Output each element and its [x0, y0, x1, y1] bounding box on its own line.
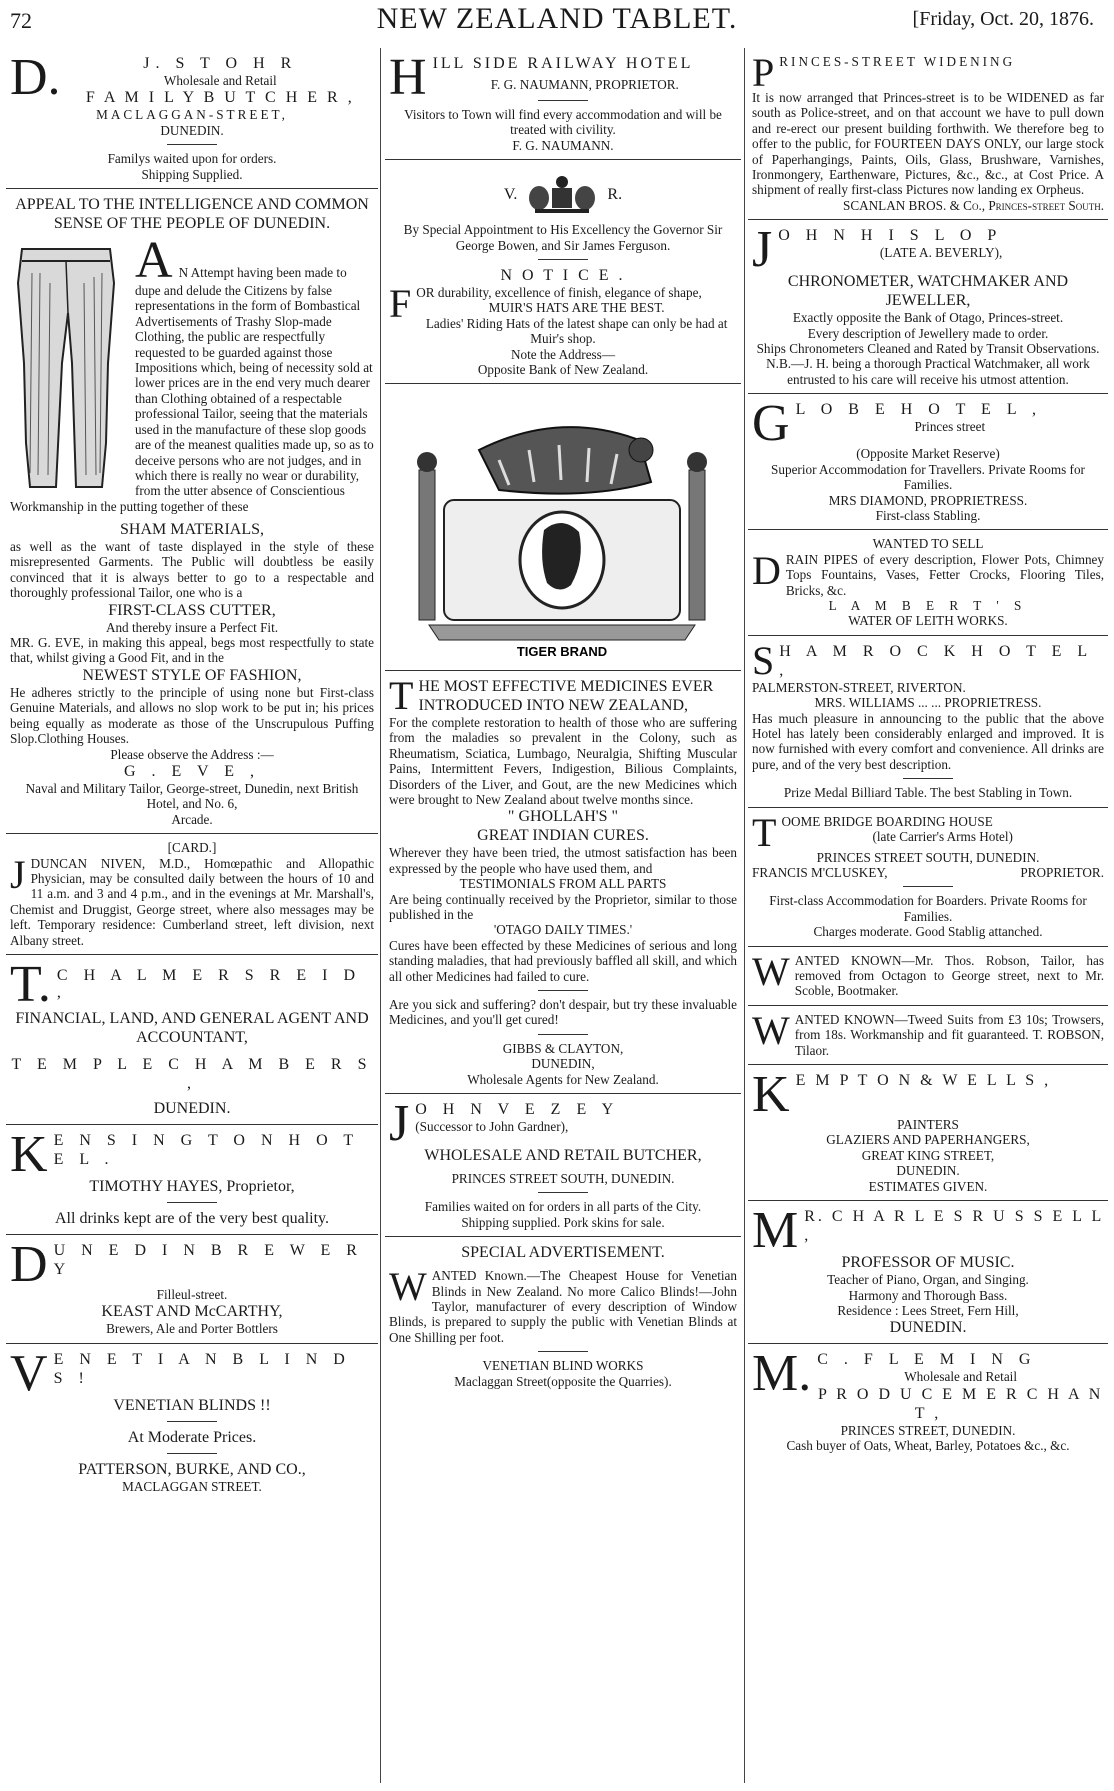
ad-line: All drinks kept are of the very best quality. [55, 1209, 329, 1227]
ad-hislop [748, 220, 1108, 394]
ad-name: ILL SIDE RAILWAY HOTEL [432, 55, 694, 72]
ad-body: Has much pleasure in announcing to the public that the above Hotel has lately been considerably enlarged and improved. It is now furnished with every comfort and convenience. All drinks are pure, and of the very best description. [752, 710, 1104, 772]
ad-line: And thereby insure a Perfect Fit. [105, 619, 279, 635]
ad-line: PRINCES STREET, DUNEDIN. [840, 1422, 1016, 1438]
page-number: 72 [10, 8, 32, 33]
ad-line: DUNEDIN. [153, 1099, 231, 1117]
ad-name: U N E D I N B R E W E R Y [53, 1241, 363, 1278]
ad-brewery [6, 1235, 378, 1344]
ad-tweed-suits [748, 1006, 1108, 1065]
drop-initial: G [752, 395, 790, 453]
ad-line: TIMOTHY HAYES, Proprietor, [89, 1177, 295, 1195]
ad-line: MACLAGGAN STREET. [122, 1478, 262, 1494]
ad-line: WHOLESALE AND RETAIL BUTCHER, [424, 1147, 702, 1164]
ad-line: [CARD.] [167, 840, 217, 856]
drop-initial: F [389, 281, 412, 327]
ad-line: TESTIMONIALS FROM ALL PARTS [459, 876, 667, 892]
ad-robson-removed [748, 947, 1108, 1006]
ad-body: Are being continually received by the Proprietor, similar to those published in the [389, 891, 737, 922]
ad-line: Opposite Bank of New Zealand. [477, 362, 649, 378]
ad-line: F. G. NAUMANN. [512, 137, 614, 153]
royal-arms-row [389, 174, 737, 214]
ad-line: V. [503, 185, 518, 203]
ad-body: MR. G. EVE, in making this appeal, begs most respectfully to state that, whilst giving a Good Fit, and in the [10, 635, 374, 666]
divider [538, 990, 588, 991]
ad-heading: APPEAL TO THE INTELLIGENCE AND COMMON SENSE OF THE PEOPLE OF DUNEDIN. [15, 196, 369, 233]
ad-line: F A M I L Y B U T C H E R , [85, 89, 355, 107]
drop-initial: T. [10, 955, 51, 1013]
divider [167, 1202, 217, 1203]
divider [903, 778, 953, 779]
ad-line: R. [607, 185, 623, 203]
tiger-brand-label: TIGER BRAND [516, 644, 608, 660]
ad-line: P R O D U C E M E R C H A N T , [817, 1385, 1104, 1422]
ad-line: PAINTERS [897, 1117, 959, 1133]
drop-initial: D. [10, 49, 61, 106]
ad-line: Superior Accommodation for Travellers. Private Rooms for Families. [771, 461, 1085, 493]
ad-line: Maclaggan Street(opposite the Quarries). [454, 1373, 672, 1389]
ad-line: MRS DIAMOND, PROPRIETRESS. [828, 492, 1028, 508]
divider [538, 100, 588, 101]
ad-heading: N O T I C E . [500, 267, 626, 285]
ad-name: O H N V E Z E Y [415, 1101, 620, 1118]
divider [538, 259, 588, 260]
ad-line: NEWEST STYLE OF FASHION, [82, 666, 302, 684]
ad-body: RAIN PIPES of every description, Flower Pots, Chimney Tops Fountains, Vases, Fetter Crocks, Flooring Tiles, Bricks, &c. [785, 551, 1104, 598]
ad-line: DUNEDIN, [531, 1056, 595, 1072]
ad-line: DUNEDIN. [160, 122, 224, 138]
ad-line: Brewers, Ale and Porter Bottlers [106, 1321, 278, 1337]
ad-heading: WANTED TO SELL [872, 536, 984, 552]
ad-line: Naval and Military Tailor, George-street, Dunedin, next British Hotel, and No. 6, [25, 780, 359, 812]
ad-stohr [6, 48, 378, 189]
drop-initial: T [389, 672, 414, 718]
ad-line: PRINCES STREET SOUTH, DUNEDIN. [816, 849, 1040, 865]
divider [538, 1351, 588, 1352]
ad-body: ANTED KNOWN—Mr. Thos. Robson, Tailor, has removed from Octagon to George street, next to Mr. Scoble, Bootmaker. [794, 952, 1104, 999]
ad-line: (late Carrier's Arms Hotel) [872, 829, 1013, 844]
ad-line: Prize Medal Billiard Table. The best Stabling in Town. [783, 785, 1073, 801]
drop-initial: M. [752, 1345, 812, 1403]
ad-line: GREAT KING STREET, [861, 1147, 995, 1163]
ad-line: Exactly opposite the Bank of Otago, Princes-street. [792, 310, 1064, 326]
ad-line: FIRST-CLASS CUTTER, [108, 601, 276, 619]
ad-body: By Special Appointment to His Excellency the Governor Sir George Bowen, and Sir James Ferguson. [403, 222, 723, 253]
drop-initial: J [10, 851, 26, 897]
ad-line: DUNEDIN. [896, 1163, 960, 1179]
ad-line: N.B.—J. H. being a thorough Practical Watchmaker, all work entrusted to his care will receive his utmost attention. [766, 356, 1090, 387]
trousers-illustration [10, 243, 125, 493]
ad-line: Harmony and Thorough Bass. [848, 1287, 1008, 1303]
royal-arms-icon [527, 174, 597, 214]
drop-initial: A [135, 232, 173, 290]
drop-initial: J [389, 1095, 410, 1152]
divider [167, 1421, 217, 1422]
divider [167, 144, 217, 145]
trousers-illustration-wrap [10, 232, 374, 514]
ad-line: GREAT INDIAN CURES. [477, 827, 649, 845]
ad-body: OR durability, excellence of finish, elegance of shape, [416, 285, 702, 301]
ad-line: " GHOLLAH'S " [507, 808, 619, 826]
ad-line: FRANCIS M'CLUSKEY, [752, 865, 888, 880]
drop-initial: V [10, 1344, 48, 1402]
ad-name: OOME BRIDGE BOARDING HOUSE [781, 813, 993, 829]
ad-line: Families waited on for orders in all parts of the City. [424, 1199, 702, 1215]
drop-initial: J [752, 221, 773, 279]
column-3 [748, 48, 1108, 1783]
divider [538, 1192, 588, 1193]
ad-line: Note the Address— [510, 346, 616, 362]
ad-reid [6, 955, 378, 1125]
drop-initial: W [389, 1264, 427, 1310]
ad-line: VENETIAN BLINDS !! [113, 1396, 271, 1414]
ad-medicines [385, 671, 741, 1094]
ad-body: DUNCAN NIVEN, M.D., Homœpathic and Allopathic Physician, may be consulted daily between the hours of 10 and 11 a.m. and 3 and 4 p.m., and in the evenings at Mr. Marshall's, Chemist and Druggist, George street, where also messages may be left. Temporary residence: Cumberland street, left division, next Albany street. [10, 855, 374, 948]
ad-line: PALMERSTON-STREET, RIVERTON. [752, 679, 966, 695]
drop-initial: H [389, 49, 427, 106]
column-2 [385, 48, 741, 1783]
ad-line: Charges moderate. Good Stablig attanched. [813, 924, 1043, 940]
ad-body: For the complete restoration to health of those who are suffering from the maladies so prevalent in the Colony, such as Rheumatism, Sciatica, Lumbago, Neuralgia, Shifting Muscular Pains, Intermittent Fevers, Indigestion, Bilious Complaints, Disorders of the Liver, and Gout, are the new Medicines which were brought to New Zealand about twelve months since. [389, 714, 737, 807]
ad-line: T E M P L E C H A M B E R S , [11, 1055, 373, 1092]
ad-name: E M P T O N & W E L L S , [795, 1072, 1052, 1090]
ad-toome-bridge [748, 808, 1108, 947]
ad-line: Ships Chronometers Cleaned and Rated by Transit Observations. [756, 341, 1100, 357]
ad-vezey [385, 1094, 741, 1237]
ad-line: Princes street [914, 419, 986, 435]
ad-line: MUIR'S HATS ARE THE BEST. [488, 300, 665, 316]
ad-line: (LATE A. BEVERLY), [879, 245, 1003, 261]
ad-line: VENETIAN BLIND WORKS [482, 1358, 644, 1374]
ad-body: Cures have been effected by these Medicines of serious and long standing maladies, that had previously baffled all skill, and which all other Medicines had failed to cure. [389, 937, 737, 984]
ad-drain-pipes [748, 530, 1108, 635]
ad-line: WATER OF LEITH WORKS. [848, 613, 1008, 629]
ad-body: N Attempt having been made to dupe and delude the Citizens by false representations in the form of Bombastical Advertisements of Trashy Slop-made Clothing, the public are respectfully requested to be guarded against those Impositions which, being of necessity sold at lower prices are in the end very much dearer than Clothing obtained of a respectable professional Tailor, seeing that the materials used in the manufacture of these slop goods are of the meanest qualities made up, so as to deceive persons who are not judges, and in which there is really no wear or durability, from the utter absence of Conscientious Workmanship in the putting together of these [10, 265, 374, 514]
drop-initial: K [752, 1066, 790, 1124]
divider [903, 886, 953, 887]
ad-line: 'OTAGO DAILY TIMES.' [493, 922, 633, 938]
ad-line: Ladies' Riding Hats of the latest shape can only be had at Muir's shop. [425, 315, 728, 347]
drop-initial: D [10, 1235, 48, 1293]
ad-body: Wherever they have been tried, the utmost satisfaction has been expressed by the people who have used them, and [389, 845, 737, 876]
ad-line: F. G. NAUMANN, PROPRIETOR. [490, 77, 679, 92]
ad-line: Cash buyer of Oats, Wheat, Barley, Potatoes &c., &c. [786, 1438, 1070, 1454]
ad-signature: SCANLAN BROS. & Co., Princes-street South. [842, 197, 1104, 213]
ad-body: ANTED Known.—The Cheapest House for Venetian Blinds in New Zealand. No more Calico Blinds!—John Taylor, manufacturer of every description of Window Blinds, is prepared to supply the public with Venetian Blinds at One Shilling per foot. [389, 1268, 737, 1345]
ad-name: E N E T I A N B L I N D S ! [53, 1350, 351, 1387]
ad-line: Shipping supplied. Pork skins for sale. [461, 1214, 665, 1230]
ad-body: It is now arranged that Princes-street is to be WIDENED as far south as Police-street, and on that account we have to pull down and re-erect our present building forthwith. We therefore beg to offer to the public, for FOURTEEN DAYS ONLY, our large stock of Paperhangings, Paints, Oils, Glass, Brushware, Varnishes, Ironmongery, Earthenware, Pictures, &c., &c., at Cost Price. A shipment of really first-class Pictures now landing ex Orpheus. [752, 90, 1104, 198]
ad-line: KEAST AND McCARTHY, [101, 1303, 283, 1321]
drop-initial: W [752, 948, 790, 994]
ad-special-blinds [385, 1237, 741, 1395]
ad-body: He adheres strictly to the principle of using none but First-class Genuine Materials, and allows no slop work to be put in; his prices being equally as moderate as those of the Unscrupulous Puffing Slop.Clothing Houses. [10, 684, 374, 747]
ad-line: (Opposite Market Reserve) [856, 446, 1000, 462]
ad-globe-hotel [748, 394, 1108, 530]
ad-line: Wholesale and Retail [904, 1369, 1018, 1385]
ad-russell [748, 1201, 1108, 1344]
ad-line: GLAZIERS AND PAPERHANGERS, [826, 1132, 1030, 1148]
ad-line: CHRONOMETER, WATCHMAKER AND JEWELLER, [787, 273, 1069, 310]
ad-line: MRS. WILLIAMS ... ... PROPRIETRESS. [814, 695, 1042, 711]
ad-line: Residence : Lees Street, Fern Hill, [837, 1302, 1019, 1318]
ad-name: O H N H I S L O P [778, 227, 1003, 245]
ad-line: SHAM MATERIALS, [119, 521, 264, 539]
ad-line: L A M B E R T ' S [828, 597, 1028, 613]
ad-kensington [6, 1125, 378, 1235]
ad-body: Are you sick and suffering? don't despair, but try these invaluable Medicines, and you'll get cured! [389, 996, 737, 1028]
ad-line: (Successor to John Gardner), [415, 1119, 569, 1134]
page-header [0, 0, 1114, 44]
ad-name: R. C H A R L E S R U S S E L L , [804, 1208, 1104, 1245]
ad-name: H A M R O C K H O T E L , [779, 642, 1093, 679]
ad-line: Teacher of Piano, Organ, and Singing. [827, 1272, 1029, 1288]
ad-line: Every description of Jewellery made to order. [807, 325, 1049, 341]
ad-hillside-hotel [385, 48, 741, 160]
ad-line: Familys waited upon for orders. [107, 151, 277, 167]
ad-line: First-class Accommodation for Boarders. Private Rooms for Families. [769, 893, 1087, 924]
ad-body: ANTED KNOWN—Tweed Suits from £3 10s; Trowsers, from 18s. Workmanship and fit guaranteed. T. ROBSON, Tilaor. [794, 1011, 1104, 1058]
ad-line: ESTIMATES GIVEN. [868, 1178, 988, 1194]
drop-initial: S [752, 637, 775, 683]
ad-line: Arcade. [171, 811, 213, 827]
column-rule [380, 48, 381, 1783]
ad-line: PROPRIETOR. [1020, 865, 1104, 880]
newspaper-title: NEW ZEALAND TABLET. [376, 2, 738, 35]
ad-name: E N S I N G T O N H O T E L . [53, 1131, 359, 1168]
ad-line: DUNEDIN. [889, 1319, 967, 1337]
ad-line: At Moderate Prices. [127, 1428, 257, 1446]
ad-kempton-wells [748, 1065, 1108, 1201]
ad-line: Wholesale Agents for New Zealand. [467, 1071, 659, 1087]
divider [538, 1034, 588, 1035]
ad-tiger-brand [385, 384, 741, 670]
ad-princes-street-widening [748, 48, 1108, 220]
ad-fleming [748, 1344, 1108, 1459]
ad-body: as well as the want of taste displayed in the style of these misrepresented Garments. The Public will doubtless be easily convinced that it is always better to go to a respectable and thoroughly professional Tailor, one who is a [10, 539, 374, 601]
ad-signature: G . E V E , [123, 762, 261, 780]
ad-line: Wholesale and Retail [163, 73, 277, 88]
ad-line: PROFESSOR OF MUSIC. [841, 1254, 1015, 1272]
column-1 [6, 48, 378, 1783]
ad-venetian-blinds [6, 1344, 378, 1500]
ad-line: First-class Stabling. [875, 507, 981, 523]
tiger-brand-illustration [389, 390, 735, 660]
drop-initial: D [752, 547, 781, 593]
ad-eve-tailor [6, 189, 378, 834]
ad-line: Please observe the Address :— [110, 746, 274, 762]
divider [167, 1453, 217, 1454]
issue-date: [Friday, Oct. 20, 1876. [912, 8, 1094, 30]
ad-heading: SPECIAL ADVERTISEMENT. [461, 1244, 665, 1262]
drop-initial: W [752, 1007, 790, 1053]
ad-line: FINANCIAL, LAND, AND GENERAL AGENT AND ACCOUNTANT, [15, 1009, 369, 1046]
ad-niven [6, 834, 378, 955]
ad-vr [385, 160, 741, 384]
drop-initial: T [752, 809, 777, 855]
ad-heading: RINCES-STREET WIDENING [779, 54, 1016, 69]
ad-line: MACLAGGAN-STREET, [96, 107, 288, 123]
ad-line: PATTERSON, BURKE, AND CO., [78, 1460, 306, 1478]
ad-shamrock-hotel [748, 636, 1108, 808]
drop-initial: K [10, 1125, 48, 1183]
drop-initial: M [752, 1202, 799, 1260]
ad-line: PRINCES STREET SOUTH, DUNEDIN. [451, 1171, 675, 1186]
ad-name: C . F L E M I N G [817, 1351, 1037, 1369]
ad-line: Filleul-street. [156, 1286, 228, 1302]
ad-name: L O B E H O T E L , [795, 401, 1042, 419]
ad-line: Shipping Supplied. [141, 166, 243, 182]
ad-line: Visitors to Town will find every accommodation and will be treated with civility. [404, 107, 722, 138]
column-rule [744, 48, 745, 1783]
ad-signature: GIBBS & CLAYTON, [502, 1040, 624, 1056]
drop-initial: P [752, 50, 775, 95]
ad-heading: HE MOST EFFECTIVE MEDICINES EVER INTRODUCED INTO NEW ZEALAND, [418, 677, 714, 714]
ad-name: J. S T O H R [143, 55, 298, 72]
ad-name: C H A L M E R S R E I D , [56, 966, 361, 1001]
